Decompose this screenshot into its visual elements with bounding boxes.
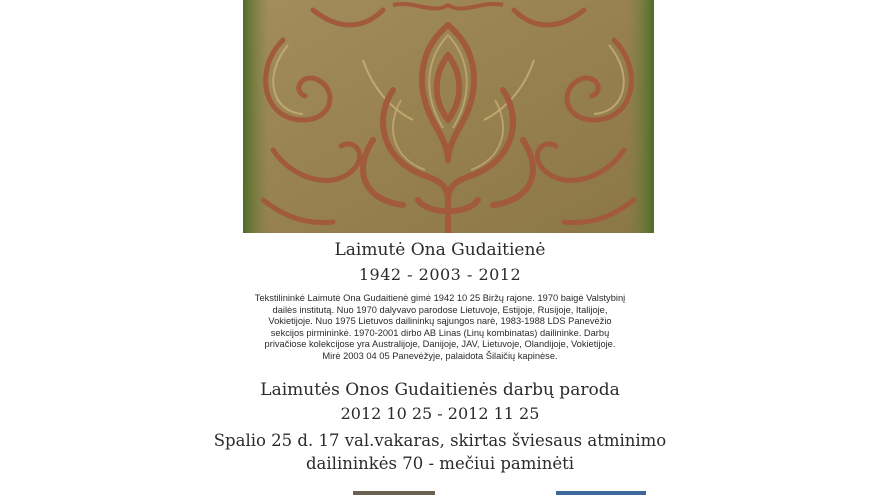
opening-event-text: Spalio 25 d. 17 val.vakaras, skirtas šviesaus atminimo [213, 431, 667, 450]
ornament-pattern-icon [243, 0, 654, 233]
bio-line: sekcijos pirmininkė. 1970-2001 dirbo AB Linas (Linų kombinatas) dailininke. Darbų [270, 327, 610, 338]
bottom-image-edge [556, 491, 646, 495]
bio-line: Mirė 2003 04 05 Panevėžyje, palaidota Šilaičių kapinėse. [322, 350, 558, 361]
artist-years: 1942 - 2003 - 2012 [358, 265, 522, 284]
exhibition-title: Laimutės Onos Gudaitienės darbų paroda [260, 380, 620, 400]
exhibition-dates: 2012 10 25 - 2012 11 25 [340, 404, 540, 423]
bio-line: Tekstilininkė Laimutė Ona Gudaitienė gimė 1942 10 25 Biržų rajone. 1970 baigė Valstybinį [254, 293, 626, 303]
bio-line: privačiose kolekcijose yra Australijoje, Danijoje, JAV, Lietuvoje, Olandijoje, Vokietijoje. [264, 339, 616, 350]
artist-name: Laimutė Ona Gudaitienė [334, 240, 546, 260]
artist-biography [240, 293, 640, 363]
bottom-image-edge [353, 491, 435, 495]
opening-event-text: dailininkės 70 - mečiui paminėti [306, 454, 574, 473]
textile-ornament-image [243, 0, 654, 233]
bio-line: Vokietijoje. Nuo 1975 Lietuvos dailininkų sąjungos narė, 1983-1988 LDS Panevėžio [268, 316, 612, 327]
bio-line: dailės institutą. Nuo 1970 dalyvavo parodose Lietuvoje, Estijoje, Rusijoje, Italijoje, [272, 304, 608, 315]
